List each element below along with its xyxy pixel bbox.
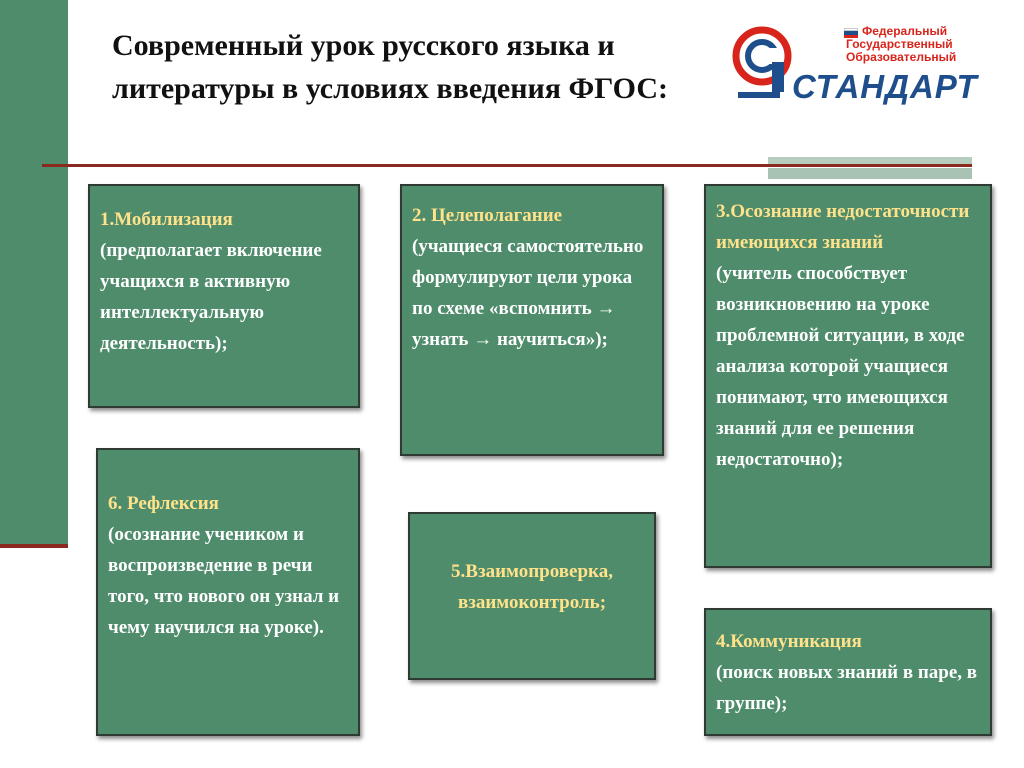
stage-box-peer-review (408, 512, 656, 680)
logo-wordmark: СТАНДАРТ (792, 68, 978, 105)
logo-line-2: Государственный (846, 37, 953, 51)
stage-heading: 3.Осознание недостаточности имеющихся знаний (716, 201, 970, 253)
logo-line-3: Образовательный (846, 50, 957, 64)
stage-heading: 1.Мобилизация (100, 209, 233, 230)
stage-description: (предполагает включение учащихся в активную интеллектуальную деятельность); (100, 240, 322, 354)
fgos-emblem-icon (732, 22, 794, 104)
stage-box-reflection (96, 448, 360, 736)
stage-heading: 2. Целеполагание (412, 205, 563, 226)
stage-heading: 5.Взаимопроверка, взаимоконтроль; (451, 561, 613, 613)
slide-title: Современный урок русского языка и литературы в условиях введения ФГОС: (112, 29, 668, 105)
left-bar-underline (0, 544, 68, 548)
stage-description: (учащиеся самостоятельно формулируют цели урока по схеме «вспомнить → узнать → научиться»); (412, 236, 644, 350)
left-decorative-bar (0, 0, 68, 546)
stage-description: (учитель способствует возникновению на уроке проблемной ситуации, в ходе анализа которой учащиеся понимают, что имеющихся знаний для ее решения недостаточно); (716, 263, 965, 470)
stage-heading: 4.Коммуникация (716, 631, 862, 652)
stage-box-awareness (704, 184, 992, 568)
accent-stripe-top (768, 157, 972, 164)
logo-line-1: Федеральный (862, 24, 948, 38)
fgos-logo (732, 22, 994, 104)
stage-box-communication (704, 608, 992, 736)
stage-heading: 6. Рефлексия (108, 493, 219, 514)
logo-text-block (846, 25, 956, 64)
stage-box-mobilization (88, 184, 360, 408)
accent-stripes (768, 157, 972, 179)
stage-description: (поиск новых знаний в паре, в группе); (716, 662, 978, 714)
stage-description: (осознание учеником и воспроизведение в речи того, что нового он узнал и чему научился на уроке). (108, 524, 340, 638)
accent-stripe-bottom (768, 168, 972, 179)
stage-box-goal-setting (400, 184, 664, 456)
